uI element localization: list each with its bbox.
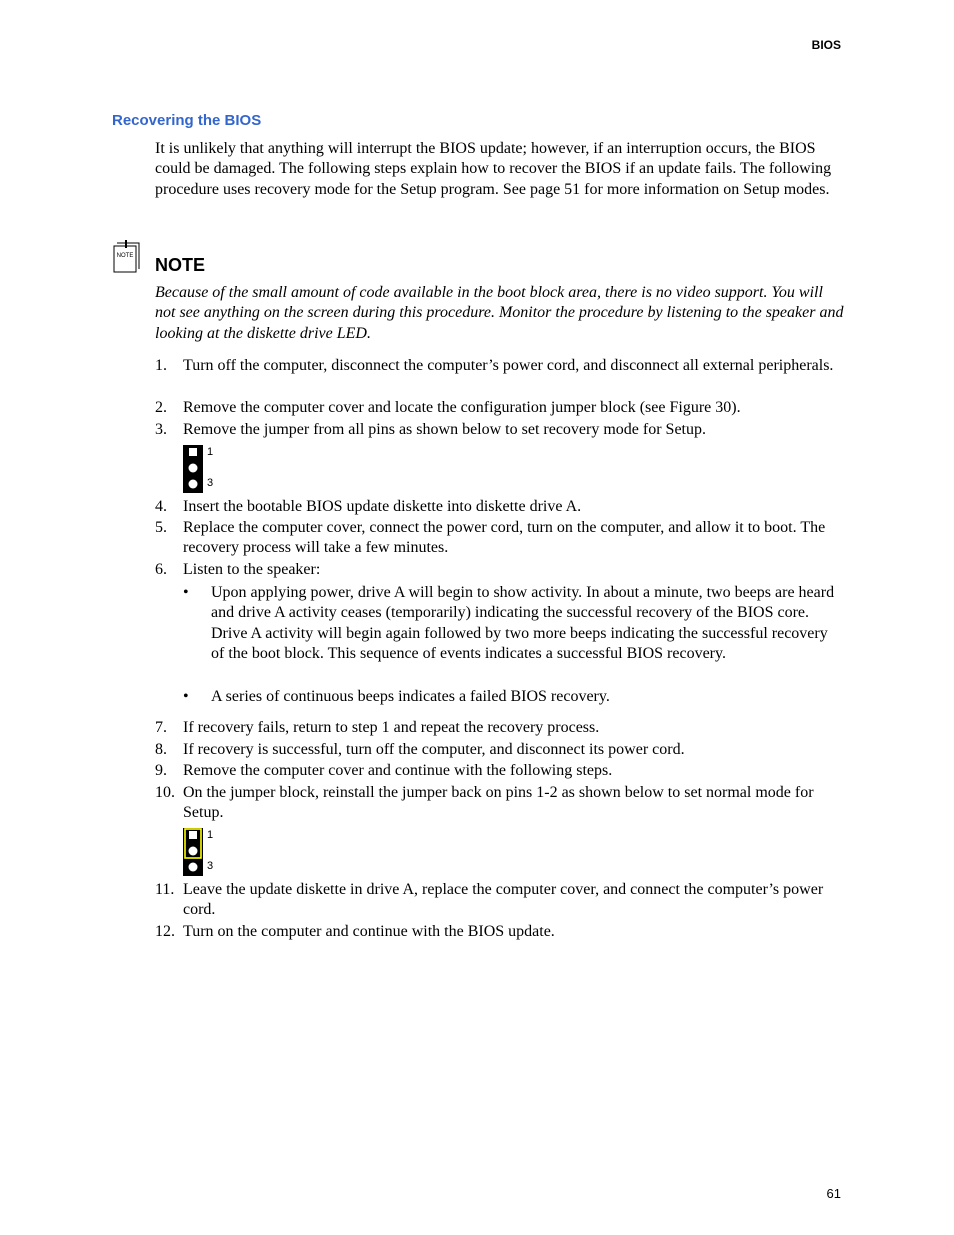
step-number: 6. [155, 561, 167, 578]
bullet-text: Upon applying power, drive A will begin to show activity. In about a minute, two beeps are heard and drive A activity ceases (temporarily) indicating the successful recovery of the BIOS core. Drive A activity will begin again followed by two more beeps indicating the successful recovery of the boot block. This sequence of events indicates a successful BIOS recovery. [211, 584, 835, 663]
step-number: 5. [155, 519, 167, 536]
step-text: Remove the jumper from all pins as shown below to set recovery mode for Setup. [183, 421, 706, 438]
list-item-step-7 [155, 718, 845, 738]
jumper-diagram-normal [183, 828, 203, 876]
step-text: On the jumper block, reinstall the jumper back on pins 1-2 as shown below to set normal mode for Setup. [183, 784, 814, 822]
section-heading: Recovering the BIOS [112, 112, 262, 129]
step-text: Insert the bootable BIOS update diskette into diskette drive A. [183, 498, 582, 515]
jumper-diagram-recovery [183, 445, 203, 493]
step-number: 3. [155, 421, 167, 438]
bullet-symbol: • [183, 688, 189, 705]
list-item-step-8 [155, 740, 845, 760]
bullet-text: A series of continuous beeps indicates a failed BIOS recovery. [211, 688, 610, 705]
intro-paragraph: It is unlikely that anything will interrupt the BIOS update; however, if an interruption occurs, the BIOS could be damaged. The following steps explain how to recover the BIOS if an update fails. The following procedure uses recovery mode for the Setup program. See page 51 for more information on Setup modes. [155, 140, 832, 198]
note-text: Because of the small amount of code available in the boot block area, there is no video support. You will not see anything on the screen during this procedure. Monitor the procedure by listening to the speaker and looking at the diskette drive LED. [155, 284, 844, 342]
list-item-step-3 [155, 420, 845, 440]
list-item-step-9 [155, 761, 845, 781]
step-number: 4. [155, 498, 167, 515]
step-text: If recovery fails, return to step 1 and repeat the recovery process. [183, 719, 600, 736]
step-number: 10. [155, 784, 175, 801]
list-item-bullet [183, 583, 843, 665]
step-number: 12. [155, 923, 175, 940]
pin-label-3: 3 [207, 860, 214, 872]
step-number: 9. [155, 762, 167, 779]
step-text: If recovery is successful, turn off the computer, and disconnect its power cord. [183, 741, 685, 758]
running-header: BIOS [811, 38, 841, 52]
note-icon-label: NOTE [116, 253, 134, 259]
step-text: Replace the computer cover, connect the power cord, turn on the computer, and allow it to boot. The recovery process will take a few minutes. [183, 519, 826, 557]
step-text: Listen to the speaker: [183, 561, 321, 578]
list-item-step-11 [155, 880, 845, 921]
list-item-step-12 [155, 922, 845, 942]
list-item-step-10 [155, 783, 845, 824]
note-icon [111, 240, 141, 276]
jumper-pins-icon [183, 828, 203, 876]
list-item-step-1 [155, 356, 845, 376]
bullet-symbol: • [183, 584, 189, 601]
pin-label-1: 1 [207, 829, 214, 841]
list-item-step-4 [155, 497, 845, 517]
step-text: Leave the update diskette in drive A, replace the computer cover, and connect the computer’s power cord. [183, 881, 824, 919]
jumper-pins-icon [183, 445, 203, 493]
step-text: Remove the computer cover and continue with the following steps. [183, 762, 613, 779]
step-number: 1. [155, 357, 167, 374]
step-number: 7. [155, 719, 167, 736]
list-item-bullet [183, 687, 843, 707]
note-title: NOTE [155, 255, 206, 275]
step-text: Turn on the computer and continue with the BIOS update. [183, 923, 555, 940]
list-item-step-2 [155, 398, 845, 418]
pin-label-1: 1 [207, 446, 214, 458]
page-number: 61 [826, 1186, 841, 1201]
step-number: 11. [155, 881, 175, 898]
pin-label-3: 3 [207, 477, 214, 489]
step-number: 2. [155, 399, 167, 416]
step-text: Remove the computer cover and locate the configuration jumper block (see Figure 30). [183, 399, 741, 416]
step-number: 8. [155, 741, 167, 758]
list-item-step-5 [155, 518, 845, 559]
step-text: Turn off the computer, disconnect the computer’s power cord, and disconnect all external peripherals. [183, 357, 834, 374]
list-item-step-6 [155, 560, 845, 580]
